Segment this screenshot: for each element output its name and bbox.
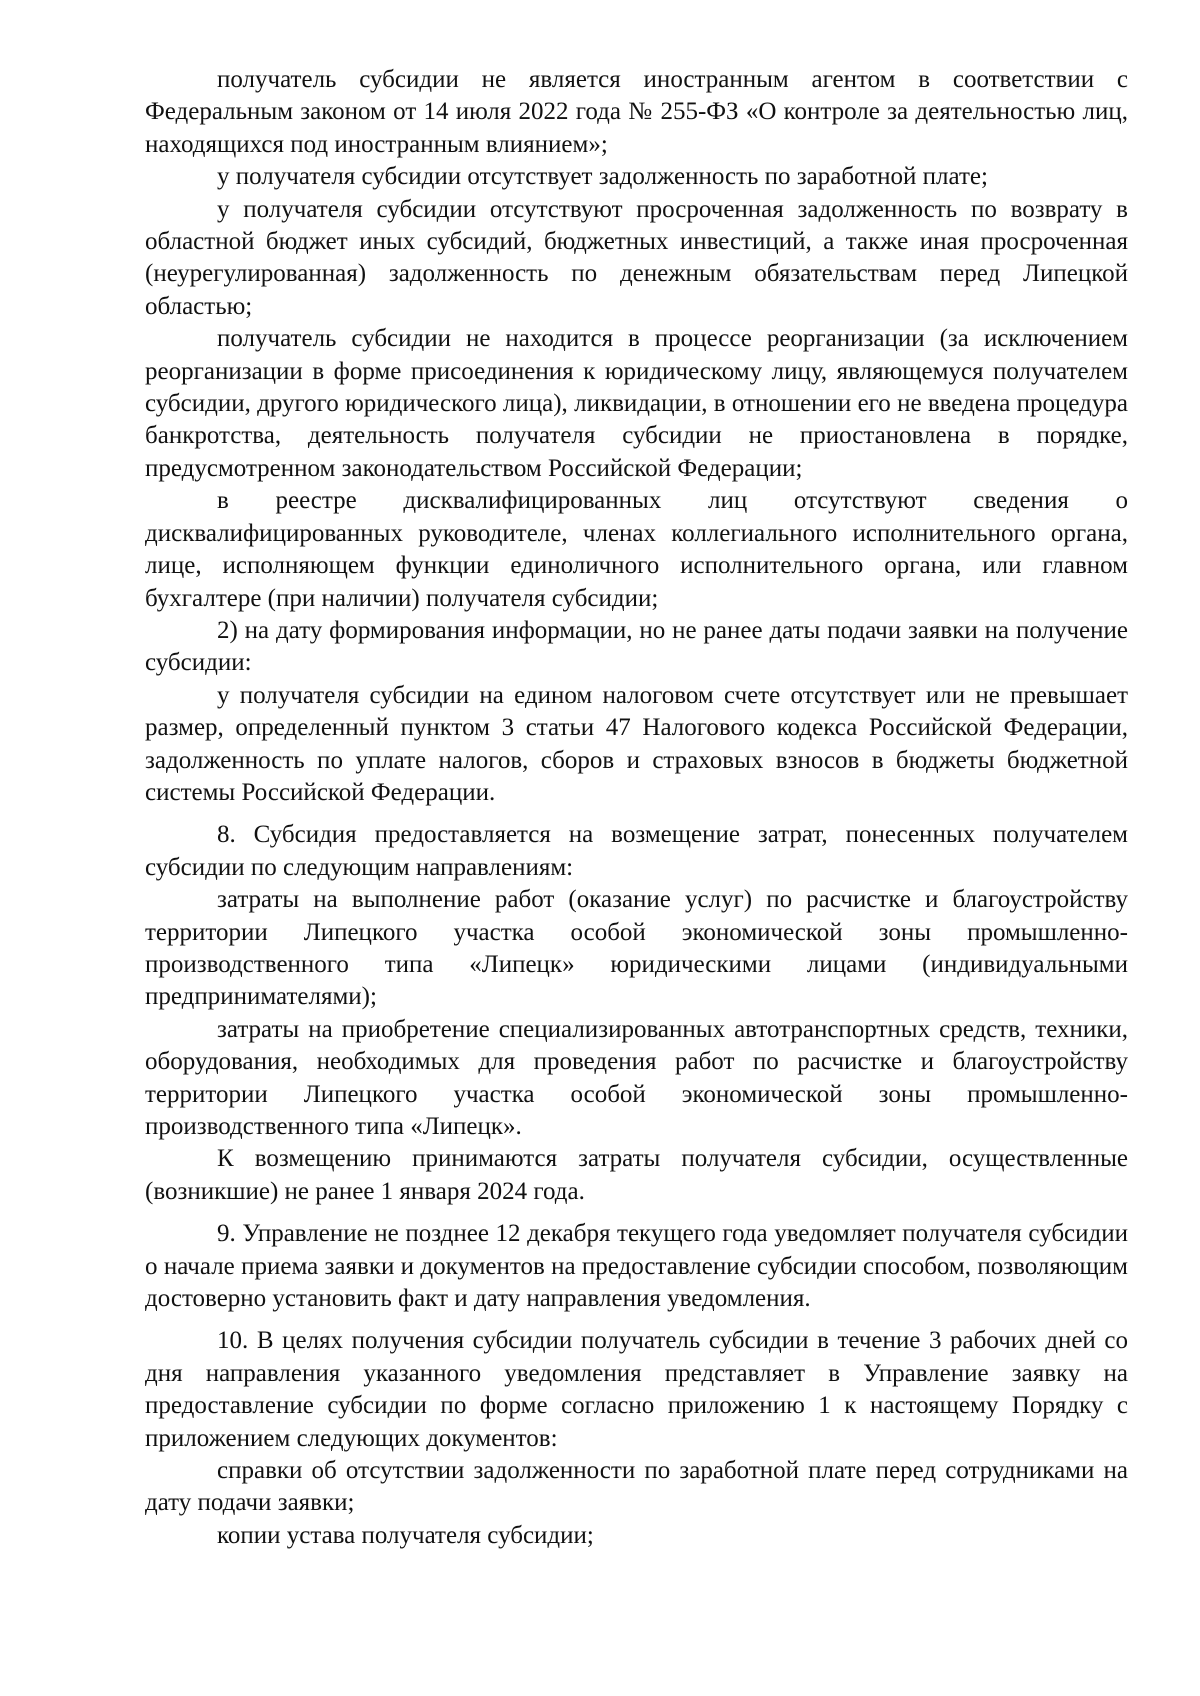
paragraph-no-reorganization: получатель субсидии не находится в процессе реорганизации (за исключением реорганизации в форме присоединения к юридическому лицу, являющемуся получателем субсидии, другого юридического лица), ликвидации, в отношении его не введена процедура банкротства, деятельность получателя субсидии не приостановлена в порядке, предусмотренном законодательством Российской Федерации; — [145, 325, 1128, 482]
paragraph-item-2: 2) на дату формирования информации, но не ранее даты подачи заявки на получение субсидии: — [145, 616, 1128, 677]
paragraph-costs-equipment: затраты на приобретение специализированных автотранспортных средств, техники, оборудования, необходимых для проведения работ по расчистке и благоустройству территории Липецкого участка особой экономической зоны промышленно-производственного типа «Липецк». — [145, 1015, 1128, 1140]
paragraph-reimbursement-date: К возмещению принимаются затраты получателя субсидии, осуществленные (возникшие) не ранее 1 января 2024 года. — [145, 1145, 1128, 1205]
paragraph-no-wage-debt: у получателя субсидии отсутствует задолженность по заработной плате; — [217, 163, 988, 191]
paragraph-foreign-agent: получатель субсидии не является иностранным агентом в соответствии с Федеральным законом от 14 июля 2022 года № 255-ФЗ «О контроле за деятельностью лиц, находящихся под иностранным влиянием»; — [145, 66, 1128, 158]
paragraph-costs-works: затраты на выполнение работ (оказание услуг) по расчистке и благоустройству территории Липецкого участка особой экономической зоны промышленно-производственного типа «Липецк» юридическими лицами (индивидуальными предпринимателями); — [145, 886, 1128, 1011]
paragraph-disqualified-registry: в реестре дисквалифицированных лиц отсутствуют сведения о дисквалифицированных руководителе, членах коллегиального исполнительного органа, лице, исполняющем функции единоличного исполнительного органа, или главном бухгалтере (при наличии) получателя субсидии; — [145, 487, 1128, 612]
paragraph-charter-copy: копии устава получателя субсидии; — [217, 1521, 594, 1549]
paragraph-tax-debt: у получателя субсидии на едином налоговом счете отсутствует или не превышает размер, определенный пунктом 3 статьи 47 Налогового кодекса Российской Федерации, задолженность по уплате налогов, сборов и страховых взносов в бюджеты бюджетной системы Российской Федерации. — [145, 681, 1128, 806]
paragraph-item-9: 9. Управление не позднее 12 декабря текущего года уведомляет получателя субсидии о начале приема заявки и документов на предоставление субсидии способом, позволяющим достоверно установить факт и дату направления уведомления. — [145, 1220, 1128, 1313]
paragraph-wage-certificate: справки об отсутствии задолженности по заработной плате перед сотрудниками на дату подачи заявки; — [145, 1457, 1128, 1517]
paragraph-item-8: 8. Субсидия предоставляется на возмещение затрат, понесенных получателем субсидии по следующим направлениям: — [145, 821, 1128, 881]
paragraph-no-overdue-debt: у получателя субсидии отсутствуют просроченная задолженность по возврату в областной бюджет иных субсидий, бюджетных инвестиций, а также иная просроченная (неурегулированная) задолженность по денежным обязательствам перед Липецкой областью; — [145, 195, 1128, 320]
paragraph-item-10: 10. В целях получения субсидии получатель субсидии в течение 3 рабочих дней со дня направления указанного уведомления представляет в Управление заявку на предоставление субсидии по форме согласно приложению 1 к настоящему Порядку с приложением следующих документов: — [145, 1327, 1128, 1452]
